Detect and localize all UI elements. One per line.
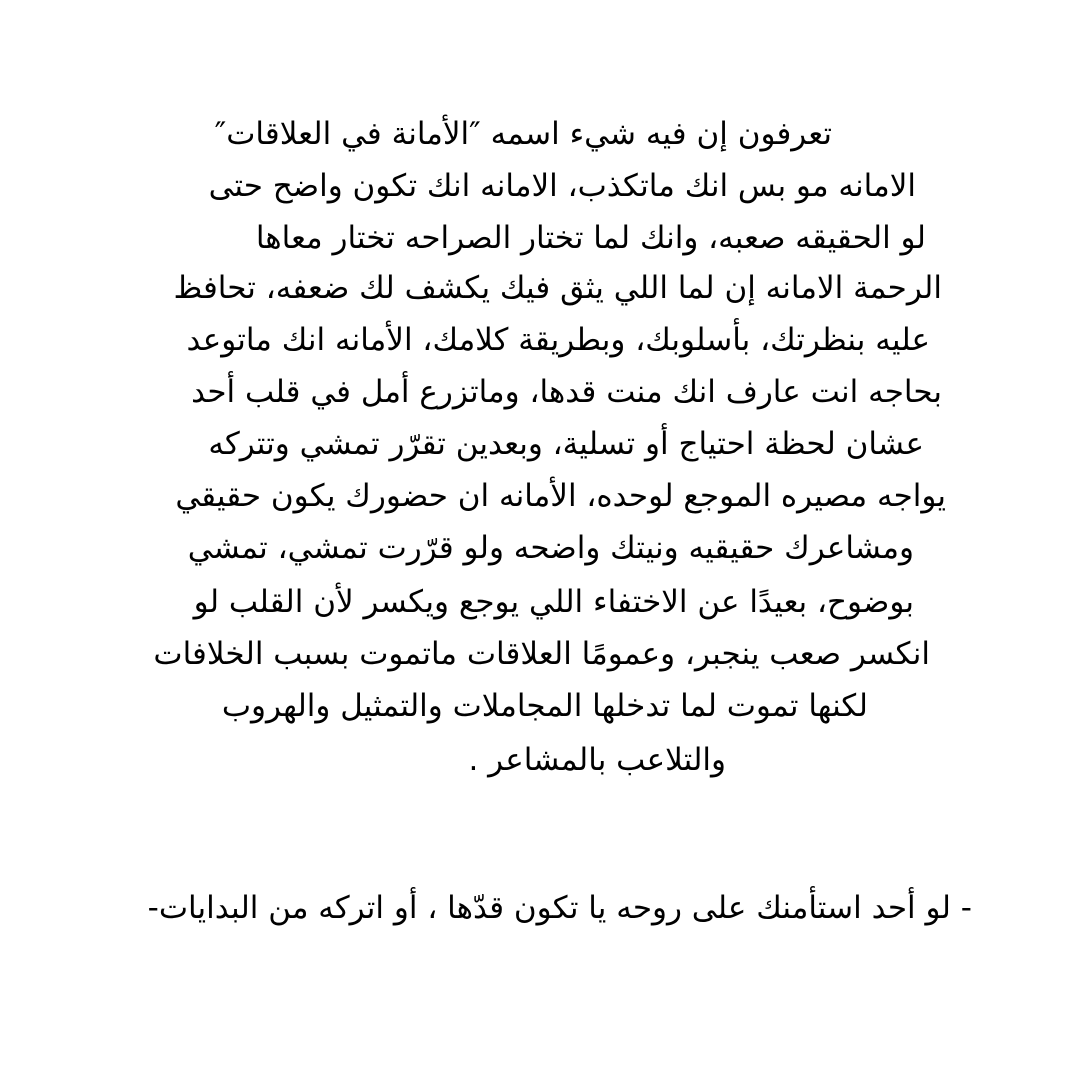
paragraph-line-11: انكسر صعب ينجبر، وعمومًا العلاقات ماتموت بسبب الخلافات: [153, 636, 930, 672]
paragraph-line-8: يواجه مصيره الموجع لوحده، الأمانه ان حضورك يكون حقيقي: [175, 478, 946, 514]
paragraph-line-2: الامانه مو بس انك ماتكذب، الامانه انك تكون واضح حتى: [208, 168, 916, 204]
paragraph-line-13: والتلاعب بالمشاعر .: [468, 742, 726, 778]
paragraph-line-10: بوضوح، بعيدًا عن الاختفاء اللي يوجع ويكسر لأن القلب لو: [193, 584, 914, 620]
paragraph-line-4: الرحمة الامانه إن لما اللي يثق فيك يكشف لك ضعفه، تحافظ: [173, 270, 942, 306]
closing-quote: - لو أحد استأمنك على روحه يا تكون قدّها ، أو اتركه من البدايات-: [147, 890, 972, 926]
paragraph-line-12: لكنها تموت لما تدخلها المجاملات والتمثيل والهروب: [221, 688, 868, 724]
paragraph-line-6: بحاجه انت عارف انك منت قدها، وماتزرع أمل في قلب أحد: [191, 374, 942, 410]
paragraph-line-5: عليه بنظرتك، بأسلوبك، وبطريقة كلامك، الأمانه انك ماتوعد: [186, 322, 930, 358]
paragraph-line-1: تعرفون إن فيه شيء اسمه ″الأمانة في العلاقات″: [214, 116, 832, 152]
paragraph-line-9: ومشاعرك حقيقيه ونيتك واضحه ولو قرّرت تمشي، تمشي: [187, 530, 914, 566]
paragraph-line-7: عشان لحظة احتياج أو تسلية، وبعدين تقرّر تمشي وتتركه: [208, 426, 924, 462]
paragraph-line-3: لو الحقيقه صعبه، وانك لما تختار الصراحه تختار معاها: [255, 220, 926, 256]
